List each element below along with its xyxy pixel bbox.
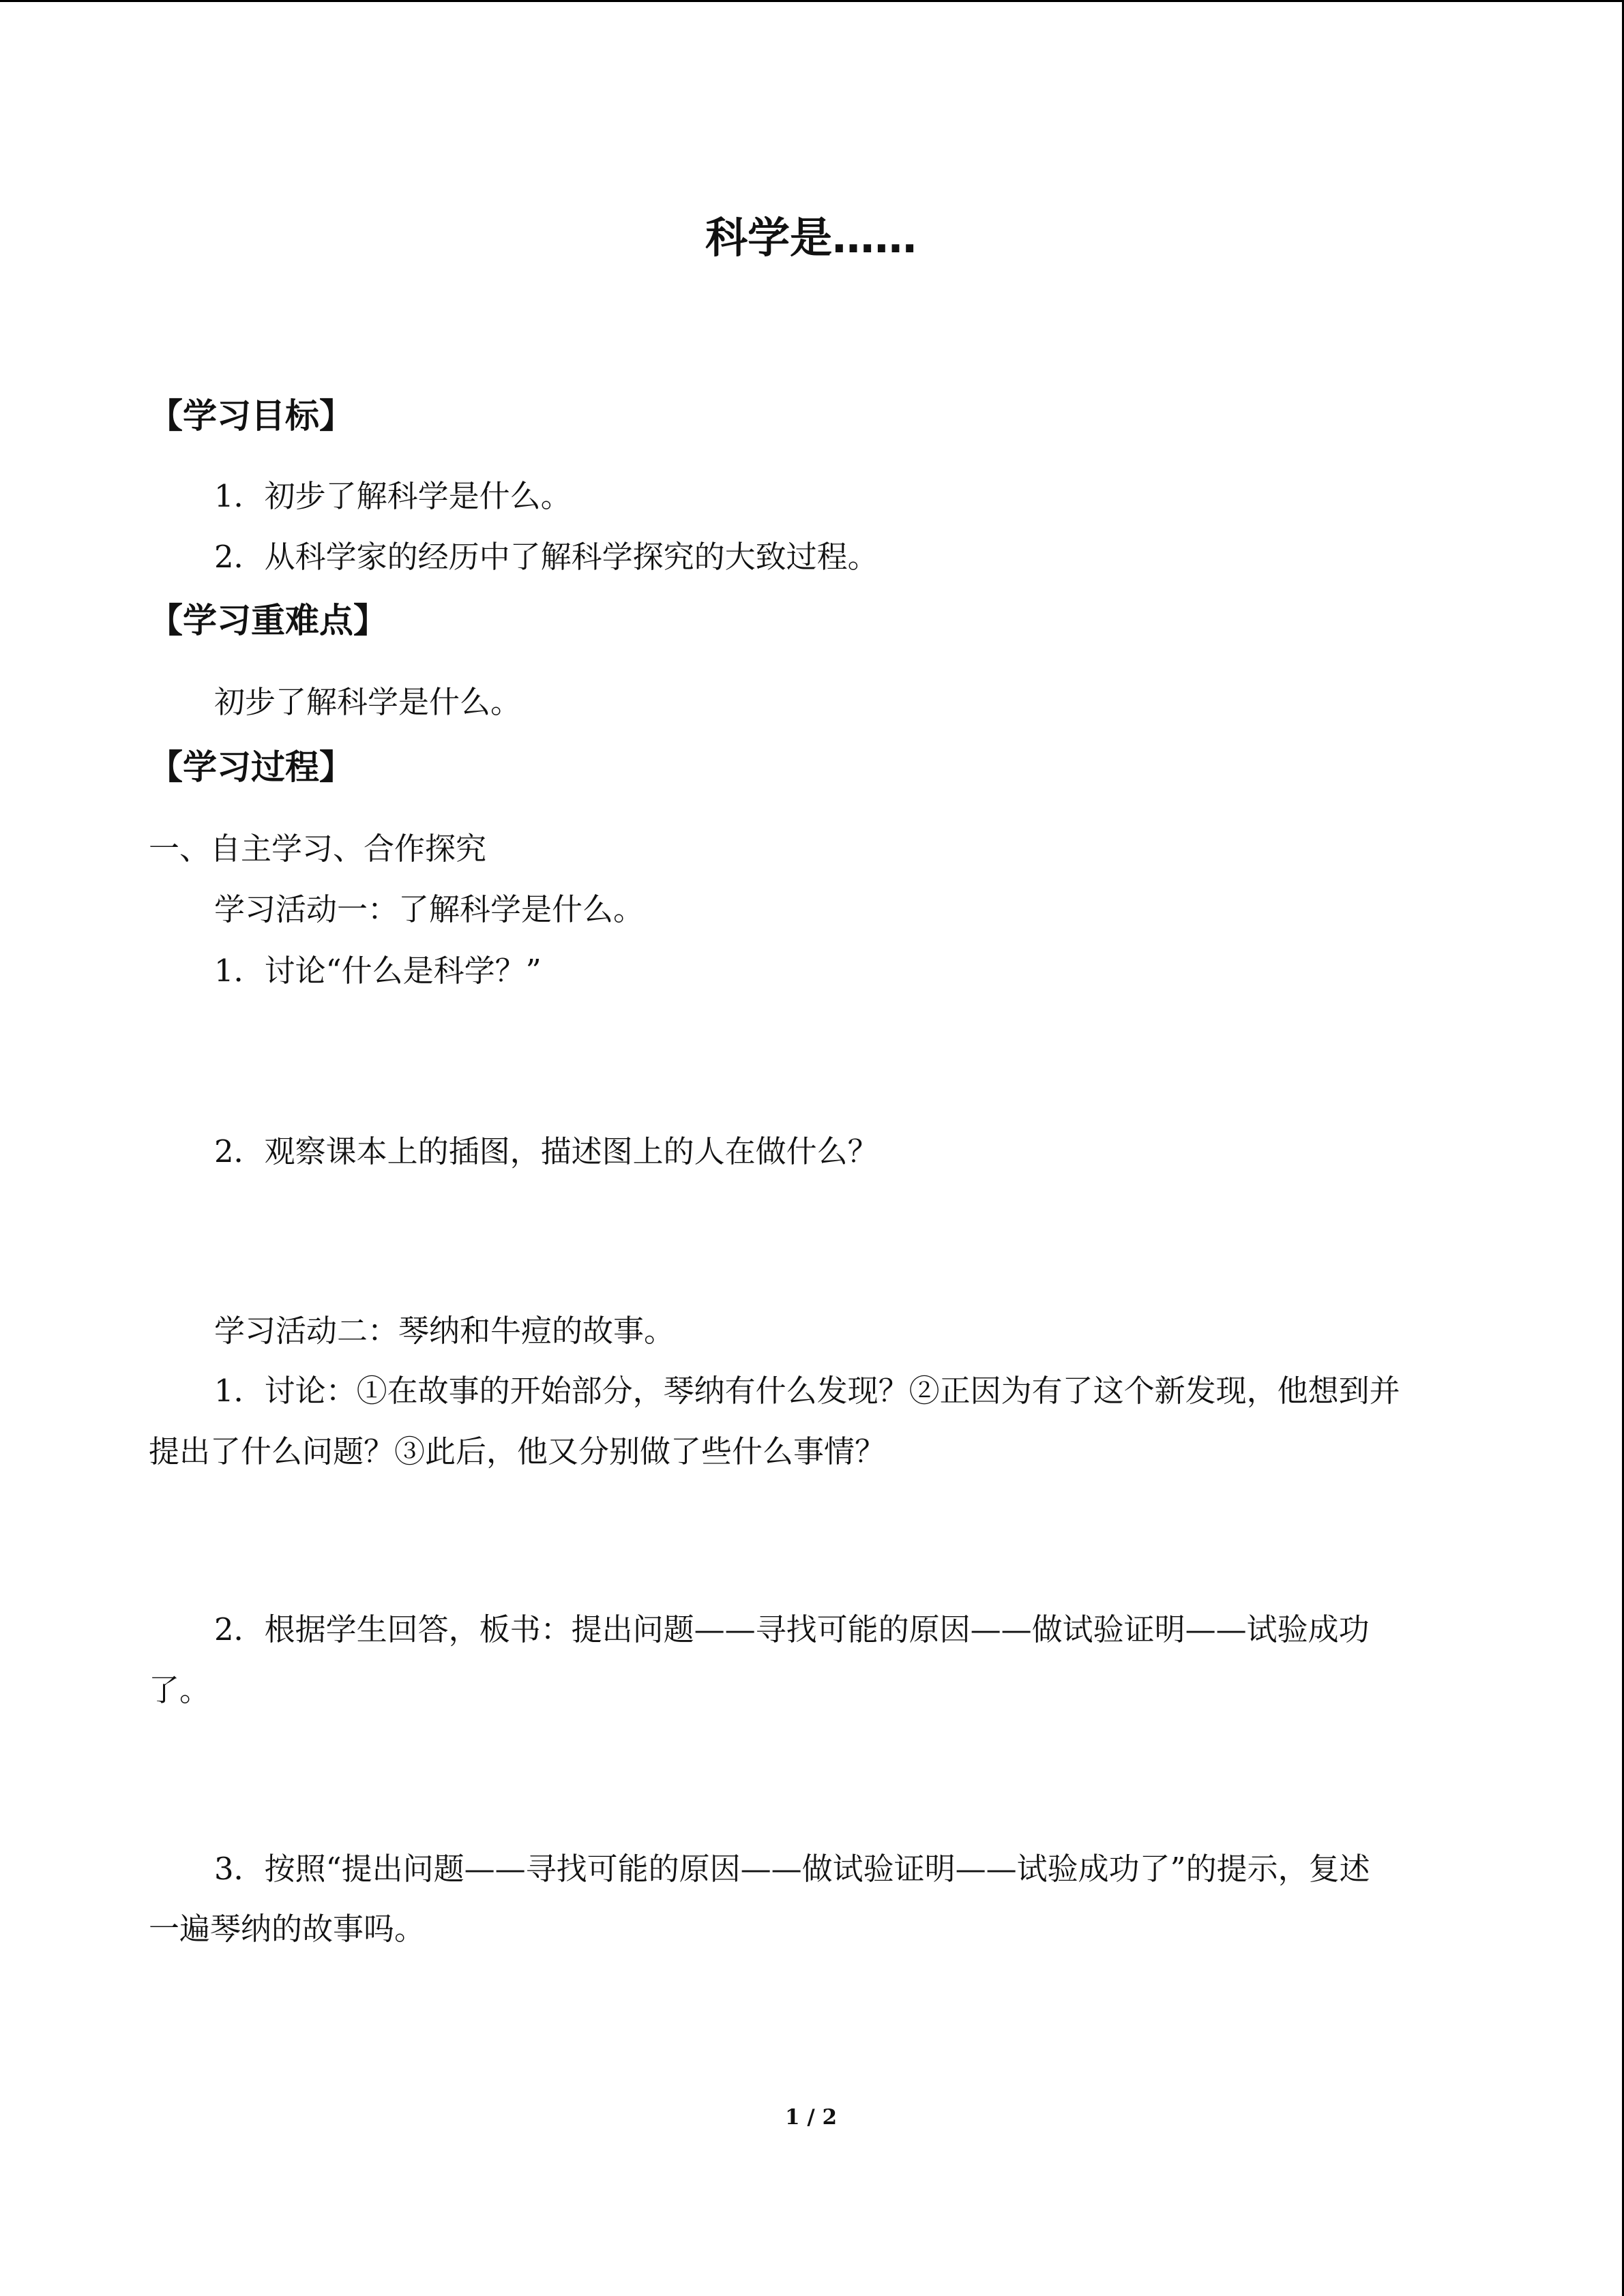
page-title: 科学是…… [705,213,917,263]
objectives-heading: 【学习目标】 [149,396,353,436]
page-number: 1 / 2 [784,2105,838,2130]
keypoints-heading: 【学习重难点】 [149,601,387,640]
activity-two-item-1-line-2: 提出了什么问题？③此后，他又分别做了些什么事情？ [149,1433,886,1470]
activity-one-item-1: 1．讨论“什么是科学？” [214,953,542,989]
objective-item-2: 2．从科学家的经历中了解科学探究的大致过程。 [214,539,879,575]
activity-one-item-2: 2．观察课本上的插图，描述图上的人在做什么？ [214,1133,879,1169]
part-one-heading: 一、自主学习、合作探究 [149,831,487,867]
activity-two-item-3-line-1: 3．按照“提出问题——寻找可能的原因——做试验证明——试验成功了”的提示，复述 [214,1851,1370,1887]
activity-two-item-1-line-1: 1．讨论：①在故事的开始部分，琴纳有什么发现？②正因为有了这个新发现，他想到并 [214,1373,1400,1409]
activity-two-title: 学习活动二：琴纳和牛痘的故事。 [214,1313,675,1349]
activity-two-item-3-line-2: 一遍琴纳的故事吗。 [149,1911,426,1947]
keypoints-text: 初步了解科学是什么。 [214,684,522,720]
activity-two-item-2-line-1: 2．根据学生回答，板书：提出问题——寻找可能的原因——做试验证明——试验成功 [214,1611,1370,1648]
process-heading: 【学习过程】 [149,747,353,787]
activity-two-item-2-line-2: 了。 [149,1672,211,1708]
activity-one-title: 学习活动一：了解科学是什么。 [214,891,645,927]
objective-item-1: 1．初步了解科学是什么。 [214,478,572,514]
